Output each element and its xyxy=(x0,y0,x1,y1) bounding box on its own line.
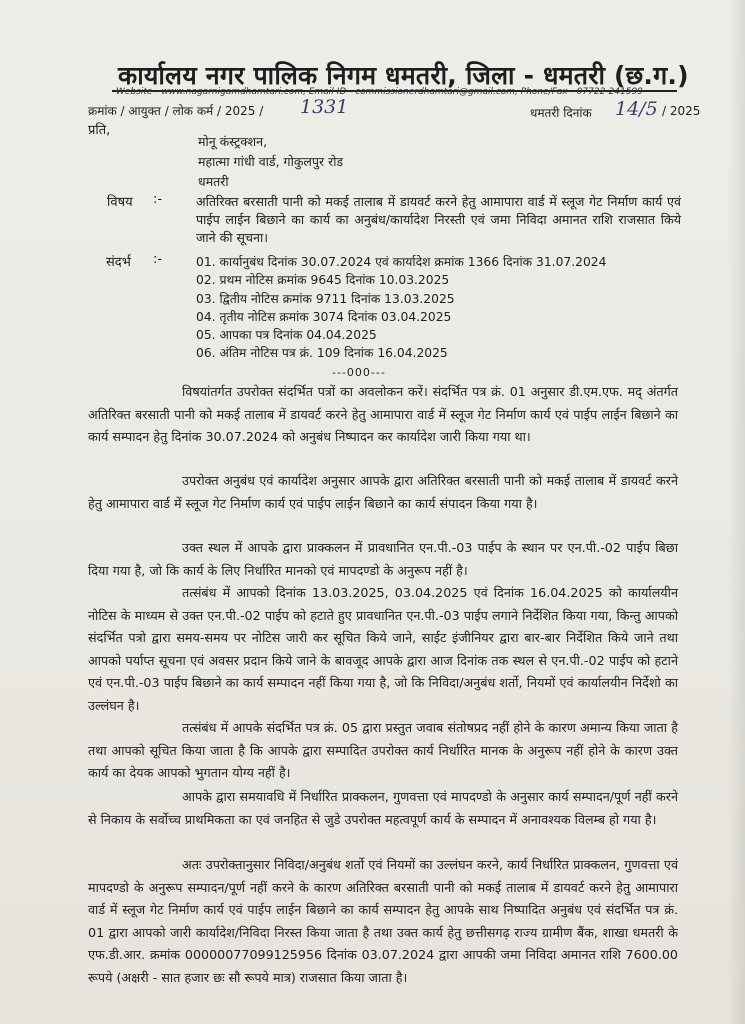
body-paragraph xyxy=(88,854,678,989)
subject-text: अतिरिक्त बरसाती पानी को मकई तालाब में डायवर्ट करने हेतु आमापारा वार्ड में स्लूज गेट निर्माण कार्य एवं पाईप लाईन बिछाने का कार्य का अनुबंध/कार्यादेश निरस्ती एवं जमा निविदा अमानत राशि राजसात किये जाने की सूचना। xyxy=(196,194,681,245)
prati-label: प्रति, xyxy=(88,123,111,138)
reference-prefix: क्रमांक / आयुक्त / लोक कर्म / 2025 / xyxy=(88,104,264,118)
paragraph-text: उपरोक्त अनुबंध एवं कार्यादेश अनुसार आपके द्वारा अतिरिक्त बरसाती पानी को मकई तालाब में डायवर्ट करने हेतु आमापारा वार्ड में स्लूज गेट निर्माण कार्य एवं पाईप लाईन बिछाने का कार्य संपादन किया गया है। xyxy=(88,473,678,511)
body-paragraph xyxy=(88,582,678,717)
body-paragraph xyxy=(88,717,678,785)
references-label: संदर्भ xyxy=(106,255,131,270)
reference-item: 06. अंतिम नोटिस पत्र क्रं. 109 दिनांक 16.04.2025 xyxy=(196,346,448,361)
date-prefix: धमतरी दिनांक xyxy=(530,106,592,120)
paragraph-text: तत्संबंध में आपके संदर्भित पत्र क्रं. 05 द्वारा प्रस्तुत जवाब संतोषप्रद नहीं होने के कारण अमान्य किया जाता है तथा आपको सूचित किया जाता है कि आपके द्वारा सम्पादित उपरोक्त कार्य निर्धारित मानक के अनुरूप नहीं होने के कारण उक्त कार्य का देयक आपको भुगतान योग्य नहीं है। xyxy=(88,720,678,780)
office-title: कार्यालय नगर पालिक निगम धमतरी, जिला - धमतरी (छ.ग.) xyxy=(118,61,689,90)
paragraph-text: विषयांतर्गत उपरोक्त संदर्भित पत्रों का अवलोकन करें। संदर्भित पत्र क्रं. 01 अनुसार डी.एम.एफ. मद् अंतर्गत अतिरिक्त बरसाती पानी को मकई तालाब में डायवर्ट करने हेतु आमापारा वार्ड में स्लूज गेट निर्माण कार्य एवं पाईप लाईन बिछाने का कार्य सम्पादन हेतु दिनांक 30.07.2024 को अनुबंध निष्पादन कर कार्यादेश जारी किया गया था। xyxy=(88,384,678,444)
page-edge-shadow xyxy=(727,0,745,1024)
website-contact-line: Website - www.nagarnigamdhamtari.com, Email ID - commissionerdhamtari@gmail.com, Phone/Fax - 07722-241599 xyxy=(116,87,643,97)
reference-item: 03. द्वितीय नोटिस क्रमांक 9711 दिनांक 13.03.2025 xyxy=(196,291,455,306)
subject-colon: :- xyxy=(153,192,163,207)
body-paragraph xyxy=(88,537,678,582)
recipient-city: धमतरी xyxy=(198,174,229,189)
paragraph-text: अतः उपरोक्तानुसार निविदा/अनुबंध शर्तो एवं नियमों का उल्लंघन करने, कार्य निर्धारित प्राक्कलन, गुणवत्ता एवं मापदण्डो के अनुरूप सम्पादन/पूर्ण नहीं करने के कारण अतिरिक्त बरसाती पानी को मकई तालाब में डायवर्ट करने हेतु आमापारा वार्ड में स्लूज गेट निर्माण कार्य एवं पाईप लाईन बिछाने का कार्य सम्पादन हेतु आपके साथ निष्पादित अनुबंध एवं संदर्भित पत्र क्रं. 01 द्वारा आपको जारी कार्यादेश/निविदा निरस्त किया जाता है तथा उक्त कार्य हेतु छत्तीसगढ़ राज्य ग्रामीण बैंक, शाखा धमतरी के एफ.डी.आर. क्रमांक 00000077099125956 दिनांक 03.07.2024 द्वारा आपकी जमा निविदा अमानत राशि 7600.00 रूपये (अक्षरी - सात हजार छः सौ रूपये मात्र) राजसात किया जाता है। xyxy=(88,857,678,985)
recipient-name: मोनू कंस्ट्रक्शन, xyxy=(198,134,268,149)
date-year: / 2025 xyxy=(662,104,701,118)
reference-item: 04. तृतीय नोटिस क्रमांक 3074 दिनांक 03.04.2025 xyxy=(196,309,452,324)
body-paragraph xyxy=(88,786,678,831)
reference-item: 02. प्रथम नोटिस क्रमांक 9645 दिनांक 10.03.2025 xyxy=(196,273,450,288)
recipient-block xyxy=(198,132,343,192)
reference-number-line xyxy=(88,102,263,119)
handwritten-reference-number: 1331 xyxy=(300,96,349,118)
body-paragraph xyxy=(88,470,678,515)
paragraph-text: तत्संबंध में आपको दिनांक 13.03.2025, 03.04.2025 एवं दिनांक 16.04.2025 को कार्यालयीन नोटिस के माध्यम से उक्त एन.पी.-02 पाईप को हटाते हुए प्रावधानित एन.पी.-03 पाईप लगाने निर्देशित किया गया, किन्तु आपको संदर्भित पत्रो द्वारा समय-समय पर नोटिस जारी कर सूचित किये जाने, साईट इंजीनियर द्वारा बार-बार निर्देशित किये जाने तथा आपको पर्याप्त सूचना एवं अवसर प्रदान किये जाने के बावजूद आपके द्वारा आज दिनांक तक स्थल से एन.पी.-02 पाईप को हटाने एवं एन.पी.-03 पाईप बिछाने का कार्य सम्पादन नहीं किया गया है, जो कि निविदा/अनुबंध शर्तो, नियमों एवं कार्यालयीन निर्देशो का उल्लंघन है। xyxy=(88,585,678,713)
subject-label: विषय xyxy=(107,195,133,210)
section-separator: ---000--- xyxy=(332,366,386,379)
reference-item: 01. कार्यानुबंध दिनांक 30.07.2024 एवं कार्यादेश क्रमांक 1366 दिनांक 31.07.2024 xyxy=(196,255,607,269)
body-paragraph xyxy=(88,381,678,449)
reference-item: 05. आपका पत्र दिनांक 04.04.2025 xyxy=(196,328,377,343)
recipient-address: महात्मा गांधी वार्ड, गोकुलपुर रोड xyxy=(198,154,344,169)
paragraph-text: आपके द्वारा समयावधि में निर्धारित प्राक्कलन, गुणवत्ता एवं मापदण्डो के अनुसार कार्य सम्पादन/पूर्ण नहीं करने से निकाय के सर्वोच्च प्राथमिकता का एवं जनहित से जुडे उपरोक्त महत्वपूर्ण कार्य के सम्पादन में अनावश्यक विलम्ब हो गया है। xyxy=(88,789,678,827)
paragraph-text: उक्त स्थल में आपके द्वारा प्राक्कलन में प्रावधानित एन.पी.-03 पाईप के स्थान पर एन.पी.-02 पाईप बिछा दिया गया है, जो कि कार्य के लिए निर्धारित मानको एवं मापदण्डो के अनुरूप नहीं है। xyxy=(88,540,678,578)
references-colon: :- xyxy=(153,252,163,267)
handwritten-date: 14/5 xyxy=(615,98,658,120)
references-list xyxy=(196,253,606,363)
